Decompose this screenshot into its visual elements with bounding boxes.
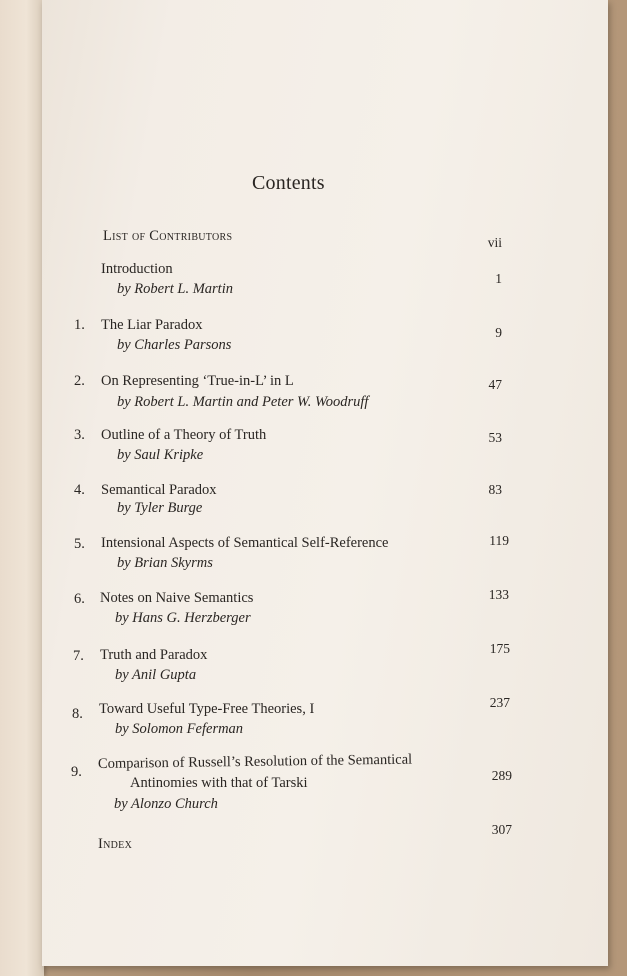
chapter-8-title: Toward Useful Type-Free Theories, I — [99, 701, 315, 717]
index-page: 307 — [491, 822, 512, 837]
chapter-3-title: Outline of a Theory of Truth — [101, 427, 267, 443]
chapter-9-number: 9. — [71, 764, 82, 780]
left-page-edge — [0, 0, 44, 976]
chapter-4-page: 83 — [488, 482, 502, 497]
chapter-9-title-line2: Antinomies with that of Tarski — [130, 775, 308, 791]
chapter-6-title: Notes on Naive Semantics — [100, 590, 254, 606]
chapter-4-title: Semantical Paradox — [101, 482, 217, 498]
chapter-1-title: The Liar Paradox — [101, 317, 203, 333]
chapter-5-page: 119 — [489, 533, 509, 548]
chapter-6-author: by Hans G. Herzberger — [115, 610, 251, 626]
contributors-page: vii — [487, 235, 502, 250]
chapter-7-author: by Anil Gupta — [115, 667, 197, 683]
chapter-2-author: by Robert L. Martin and Peter W. Woodruff — [117, 394, 369, 410]
chapter-3-author: by Saul Kripke — [117, 447, 204, 463]
chapter-4-number: 4. — [74, 482, 85, 498]
chapter-8-author: by Solomon Feferman — [115, 721, 244, 737]
chapter-2-page: 47 — [488, 377, 502, 392]
chapter-1-number: 1. — [74, 317, 85, 333]
chapter-6-page: 133 — [488, 587, 509, 602]
chapter-5-author: by Brian Skyrms — [117, 555, 213, 571]
introduction-title: Introduction — [101, 261, 173, 277]
chapter-3-number: 3. — [74, 427, 85, 443]
introduction-page: 1 — [495, 271, 502, 286]
chapter-1-page: 9 — [495, 325, 502, 340]
chapter-6-number: 6. — [74, 591, 85, 607]
index-title: Index — [98, 836, 133, 852]
contributors-title: List of Contributors — [103, 228, 233, 244]
chapter-5-title: Intensional Aspects of Semantical Self-Reference — [101, 535, 389, 551]
chapter-7-title: Truth and Paradox — [100, 647, 208, 663]
chapter-7-number: 7. — [73, 648, 84, 664]
chapter-9-author: by Alonzo Church — [114, 796, 218, 812]
introduction-author: by Robert L. Martin — [117, 281, 233, 297]
chapter-2-title: On Representing ‘True-in-L’ in L — [101, 373, 294, 389]
chapter-5-number: 5. — [74, 536, 85, 552]
chapter-9-title: Comparison of Russell’s Resolution of the Semantical — [97, 751, 413, 772]
chapter-1-author: by Charles Parsons — [117, 337, 232, 353]
chapter-3-page: 53 — [488, 430, 502, 445]
book-page — [42, 0, 608, 966]
contents-heading: Contents — [252, 172, 325, 194]
chapter-9-page: 289 — [491, 768, 512, 783]
chapter-7-page: 175 — [489, 641, 510, 656]
chapter-8-number: 8. — [72, 706, 83, 722]
chapter-4-author: by Tyler Burge — [117, 500, 203, 516]
chapter-8-page: 237 — [489, 695, 510, 710]
chapter-2-number: 2. — [74, 373, 85, 389]
